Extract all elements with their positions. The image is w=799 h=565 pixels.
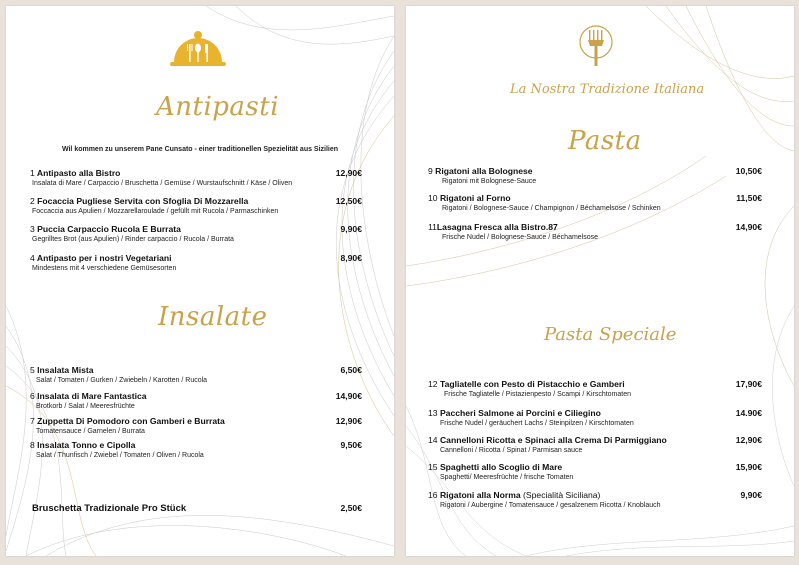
insalate-title: Insalate [158, 302, 268, 332]
tagline: La Nostra Tradizione Italiana [510, 82, 705, 97]
menu-page-left: Antipasti Wil kommen zu unserem Pane Cunsato - einer traditionellen Spezielität aus Sizilien 1 Antipasto alla Bistro Insalata di Mare / Carpaccio / Bruschetta / Gemüse / Wurstaufschnitt / Käse / Oliven 12,90€ 2 Focaccia Pugliese Servita con Sfoglia Di Mozzarella Foccaccia aus Apulien / Mozzarellaroulade / gefüllt mit Rucola / Parmaschinken 12,50€ 3 Puccia Carpaccio Rucola E Burrata Gegrilltes Brot (aus Apulien) / Rinder carpaccio / Rucola / Burrata 9,90€ 4 Antipasto per i nostri Vegetariani Mindestens mit 4 verschiedene Gemüsesorten 8,90€ Insalate 5 Insalata Mista Salat / Tomaten / Gurken / Zwiebeln / Karotten / Rucola 6,50€ 6 Insalata di Mare Fantastica Brotkorb / Salat / Meeresfrüchte 14,90€ 7 Zuppetta Di Pomodoro con Gamberi e Burrata Tomatensauce / Garnelen / Burrata 12,90€ 8 Insalata Tonno e Cipolla Salat / Thunfisch / Zwiebel / Tomaten / Oliven / Rucola 9,50€ Bruschetta Tradizionale Pro Stück 2,50€ [6, 6, 394, 556]
decorative-swirl-lines [6, 6, 394, 556]
pasta-title: Pasta [568, 126, 642, 156]
cloche-logo-icon [166, 22, 230, 70]
pane-cunsato-intro: Wil kommen zu unserem Pane Cunsato - einer traditionellen Spezielität aus Sizilien [61, 146, 339, 153]
antipasti-title: Antipasti [156, 92, 280, 122]
pasta-fork-logo-icon [574, 22, 618, 68]
menu-page-right: La Nostra Tradizione Italiana Pasta 9 Rigatoni alla Bolognese Rigatoni mit Bolognese-Sauce 10,50€ 10 Rigatoni al Forno Rigatoni / Bolognese-Sauce / Champignon / Béchamelsose / Schinken 11,50€ 11Lasagna Fresca alla Bistro.87 Frische Nudel / Bolognese-Sauce / Béchamelsose 14,90€ Pasta Speciale 12 Tagliatelle con Pesto di Pistacchio e Gamberi Frische Tagliatelle / Pistazienpesto / Scampi / Kirschtomaten 17,90€ 13 Paccheri Salmone ai Porcini e Ciliegino Frische Nudel / geräuchert Lachs / Steinpilzen / Kirschtomaten 14.90€ 14 Cannelloni Ricotta e Spinaci alla Crema Di Parmiggiano Cannelloni / Ricotta / Spinat / Parmisan sauce 12,90€ 15 Spaghetti allo Scoglio di Mare Spaghetti/ Meeresfrüchte / frische Tomaten 15,90€ 16 Rigatoni alla Norma (Specialità Siciliana) Rigatoni / Aubergine / Tomatensauce / gesalzenem Ricotta / Knoblauch 9,90€ [406, 6, 794, 556]
pasta-speciale-title: Pasta Speciale [544, 324, 677, 345]
